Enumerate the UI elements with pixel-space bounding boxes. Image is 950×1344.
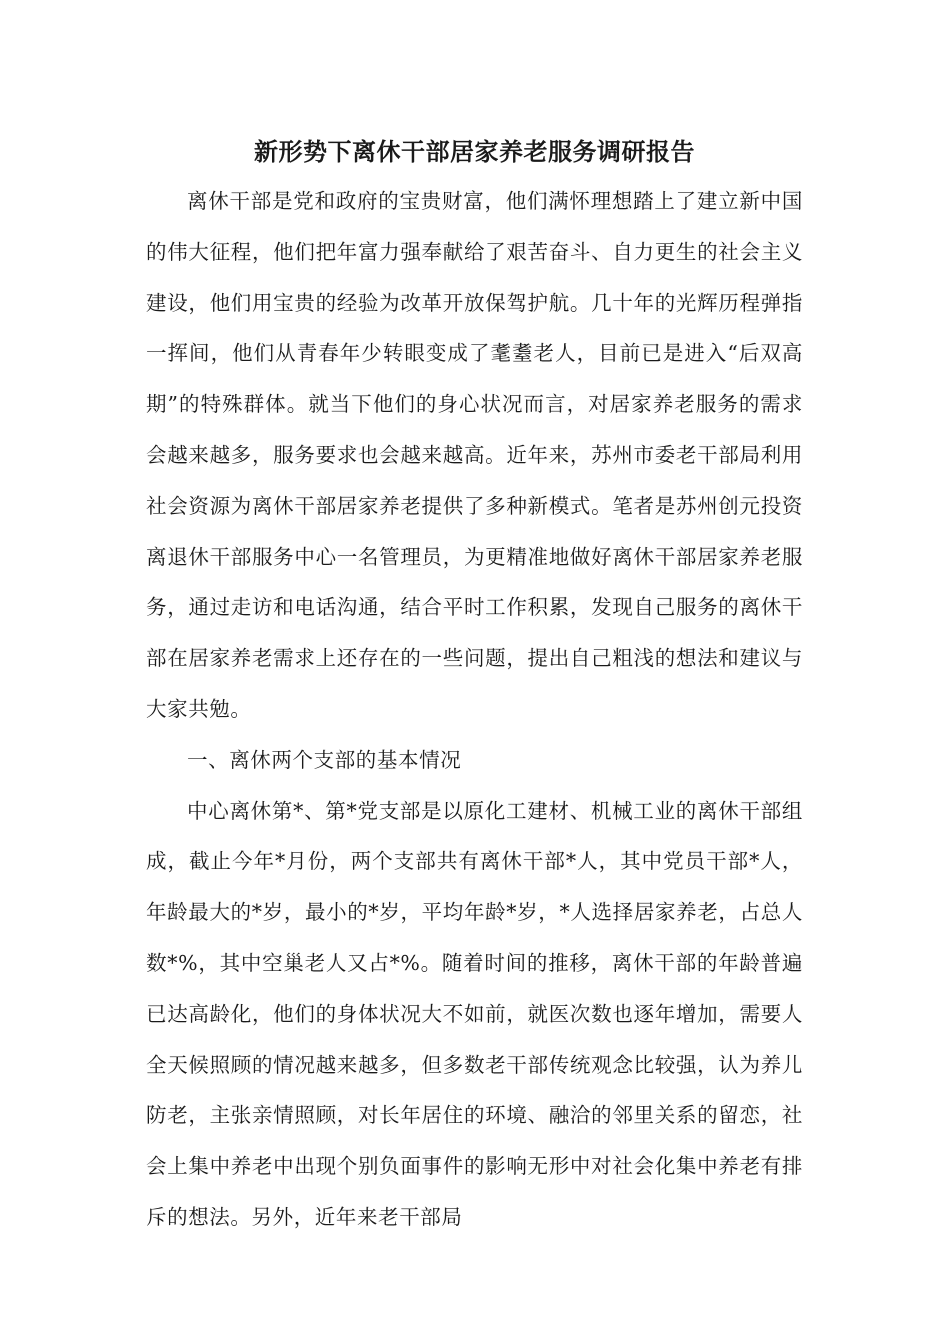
intro-paragraph: 离休干部是党和政府的宝贵财富，他们满怀理想踏上了建立新中国的伟大征程，他们把年富力强奉献给了艰苦奋斗、自力更生的社会主义建设，他们用宝贵的经验为改革开放保驾护航。几十年的光辉历程弹指一挥间，他们从青春年少转眼变成了耄耋老人，目前已是进入“后双高期”的特殊群体。就当下他们的身心状况而言，对居家养老服务的需求会越来越多，服务要求也会越来越高。近年来，苏州市委老干部局利用社会资源为离休干部居家养老提供了多种新模式。笔者是苏州创元投资离退休干部服务中心一名管理员，为更精准地做好离休干部居家养老服务，通过走访和电话沟通，结合平时工作积累，发现自己服务的离休干部在居家养老需求上还存在的一些问题，提出自己粗浅的想法和建议与大家共勉。 xyxy=(146,189,803,721)
section-heading: 一、离休两个支部的基本情况 xyxy=(187,747,462,772)
document-title: 新形势下离休干部居家养老服务调研报告 xyxy=(254,137,695,166)
document-body xyxy=(146,128,803,1243)
section-paragraph: 中心离休第*、第*党支部是以原化工建材、机械工业的离休干部组成，截止今年*月份，两个支部共有离休干部*人，其中党员干部*人，年龄最大的*岁，最小的*岁，平均年龄*岁，*人选择居家养老，占总人数*%，其中空巢老人又占*%。随着时间的推移，离休干部的年龄普遍已达高龄化，他们的身体状况大不如前，就医次数也逐年增加，需要人全天候照顾的情况越来越多，但多数老干部传统观念比较强，认为养儿防老，主张亲情照顾，对长年居住的环境、融洽的邻里关系的留恋，社会上集中养老中出现个别负面事件的影响无形中对社会化集中养老有排斥的想法。另外，近年来老干部局 xyxy=(146,798,803,1229)
